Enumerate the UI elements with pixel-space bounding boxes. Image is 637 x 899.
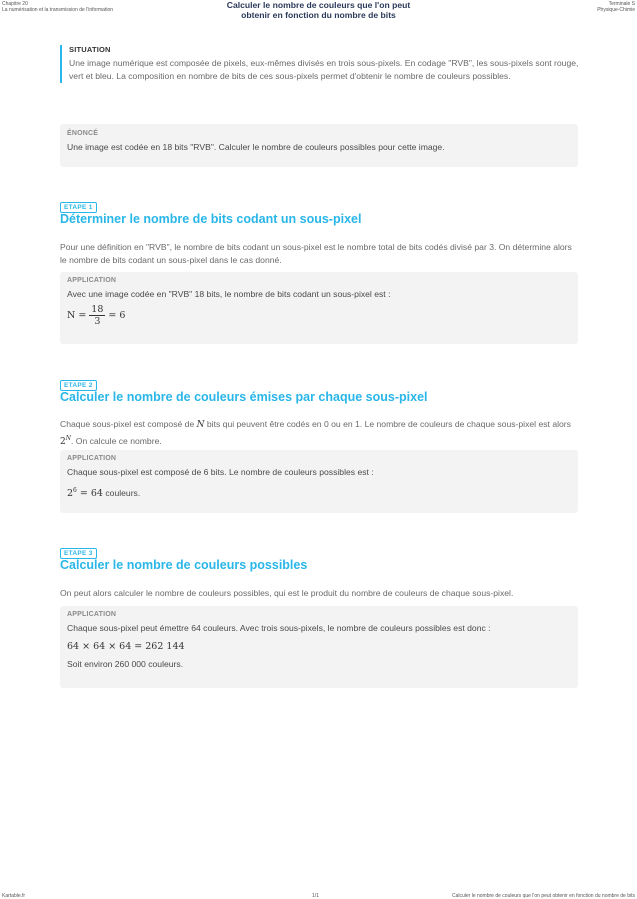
step-3-app-tag: APPLICATION [67, 611, 117, 618]
step-2-app-tag: APPLICATION [67, 455, 117, 462]
step-3-formula: 64 × 64 × 64 = 262 144 [67, 641, 185, 652]
fraction-numerator: 18 [91, 304, 104, 315]
step-1-application [60, 272, 578, 344]
step-1-app-text: Avec une image codée en "RVB" 18 bits, le nombre de bits codant un sous-pixel est : [67, 289, 391, 299]
page-title [190, 0, 447, 20]
step-1-title: Déterminer le nombre de bits codant un sous-pixel [60, 212, 362, 226]
step-3-app-text: Chaque sous-pixel peut émettre 64 couleurs. Avec trois sous-pixels, le nombre de couleurs possibles est donc : [67, 623, 491, 633]
step-2-text-c: . On calcule ce nombre. [70, 436, 162, 446]
enonce-text: Une image est codée en 18 bits "RVB". Calculer le nombre de couleurs possibles pour cette image. [67, 142, 445, 152]
step-2-text-b: bits qui peuvent être codés en 0 ou en 1. Le nombre de couleurs de chaque sous-pixel est alors [206, 419, 571, 429]
header-level [597, 1, 635, 13]
fraction [89, 304, 105, 327]
power-expression [60, 437, 71, 447]
step-2-badge: ETAPE 2 [60, 380, 97, 391]
situation-tag: SITUATION [69, 45, 111, 54]
enonce-tag: ÉNONCÉ [67, 130, 99, 137]
formula-lhs: N = [67, 310, 87, 321]
power-exponent: N [65, 435, 71, 442]
step-3-badge: ETAPE 3 [60, 548, 97, 559]
variable-n: N [196, 420, 205, 430]
power-base: 2 [60, 437, 66, 447]
page-title-line2: obtenir en fonction du nombre de bits [241, 10, 396, 20]
footer-site: Kartable.fr [2, 893, 26, 899]
step-2-power-base: 2 [67, 488, 74, 500]
footer-document-title: Calculer le nombre de couleurs que l'on peut obtenir en fonction du nombre de bits [451, 893, 635, 899]
step-2-text-a: Chaque sous-pixel est composé de [60, 419, 195, 429]
step-2-app-text: Chaque sous-pixel est composé de 6 bits. Le nombre de couleurs possibles est : [67, 467, 374, 477]
step-3-application [60, 606, 578, 688]
step-2-text [60, 418, 580, 449]
subject-label: Physique-Chimie [597, 7, 635, 13]
step-3-title: Calculer le nombre de couleurs possibles [60, 558, 308, 572]
step-1-text: Pour une définition en "RVB", le nombre de bits codant un sous-pixel est le nombre total de bits codés divisé par 3. On détermine alors le nombre de bits codant un sous-pixel dans le cas donné. [60, 242, 572, 265]
step-2-formula-rhs: = 64 [79, 488, 103, 500]
step-2-application [60, 450, 578, 513]
formula-rhs: = 6 [108, 310, 126, 321]
chapter-subtitle: La numérisation et la transmission de l'information [2, 7, 114, 13]
step-2-power-exp: 6 [73, 487, 77, 494]
step-3-text: On peut alors calculer le nombre de couleurs possibles, qui est le produit du nombre de couleurs de chaque sous-pixel. [60, 588, 514, 598]
footer-page-number: 1/1 [312, 893, 319, 899]
enonce-box [60, 124, 578, 167]
step-2-formula [67, 484, 571, 500]
step-2-title: Calculer le nombre de couleurs émises par chaque sous-pixel [60, 390, 428, 404]
step-1-app-tag: APPLICATION [67, 277, 117, 284]
level-label: Terminale S [608, 1, 635, 7]
fraction-denominator: 3 [94, 316, 101, 327]
step-1-badge: ETAPE 1 [60, 202, 97, 213]
header-chapter [2, 1, 113, 13]
step-3-conclusion: Soit environ 260 000 couleurs. [67, 659, 184, 669]
step-2-power [67, 488, 103, 499]
situation-text: Une image numérique est composée de pixels, eux-mêmes divisés en trois sous-pixels. En codage "RVB", les sous-pixels sont rouge, vert et bleu. La composition en nombre de bits de ces sous-pixels permet d'obtenir le nombre de couleurs possibles. [69, 58, 579, 81]
situation-block [60, 45, 585, 83]
step-1-formula [67, 304, 571, 327]
page-title-line1: Calculer le nombre de couleurs que l'on peut [226, 0, 411, 10]
chapter-number: Chapitre 20 [2, 1, 28, 7]
step-2-formula-suffix: couleurs. [105, 488, 141, 499]
